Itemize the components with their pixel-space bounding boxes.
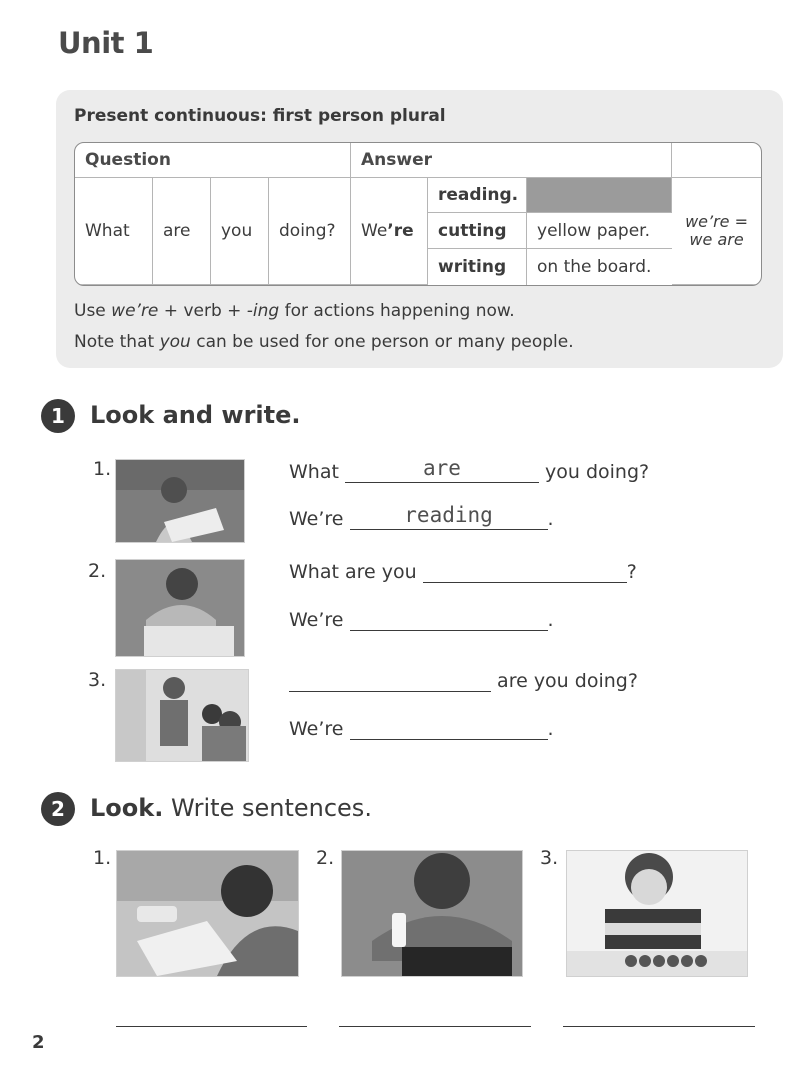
photo-boy-clay-image: [567, 851, 747, 976]
question-word: What: [75, 178, 153, 285]
item-1-question: [289, 458, 649, 483]
photo-boy-gluing: [341, 850, 523, 977]
exercise-2-title-bold: Look.: [90, 794, 164, 822]
verb-cell: cutting: [428, 213, 527, 249]
answer-text: .: [547, 508, 554, 530]
item-1-answer: [289, 505, 554, 530]
note-text: Note that: [74, 332, 160, 352]
handwritten-answer: reading: [404, 503, 493, 527]
note-text: can be used for one person or many people.: [190, 332, 574, 352]
photo-boy-drawing: [115, 559, 245, 657]
usage-text: + verb +: [158, 301, 247, 321]
sentence-answer-line[interactable]: [116, 1026, 307, 1027]
photo-teacher-class-image: [116, 670, 248, 761]
exercise-1-title: [90, 401, 301, 429]
answer-blank[interactable]: [350, 606, 548, 631]
answer-text: .: [547, 718, 554, 740]
contraction-note-line2: we are: [689, 230, 744, 249]
photo-boy-clay: [566, 850, 748, 977]
answer-blank[interactable]: [345, 458, 539, 483]
exercise-1-title-text: Look and write.: [90, 401, 301, 429]
contraction-note: [672, 178, 761, 285]
answer-text: .: [547, 609, 554, 631]
item-2-answer: [289, 606, 554, 631]
item-number: 3.: [88, 669, 107, 691]
item-number: 1.: [93, 847, 112, 869]
sentence-answer-line[interactable]: [563, 1026, 755, 1027]
photo-boy-gluing-image: [342, 851, 522, 976]
answer-blank[interactable]: [423, 558, 627, 583]
answer-blank[interactable]: [350, 715, 548, 740]
header-empty: [672, 143, 761, 178]
answer-we: We: [361, 221, 388, 241]
answer-text: We’re: [289, 508, 344, 530]
verb-cell: writing: [428, 249, 527, 285]
item-number: 2.: [88, 560, 107, 582]
exercise-2-badge: 2: [41, 792, 75, 826]
question-text: What: [289, 461, 339, 483]
exercise-1-badge: 1: [41, 399, 75, 433]
item-number: 1.: [93, 458, 112, 480]
answer-blank[interactable]: [350, 505, 548, 530]
question-text: ?: [626, 561, 637, 583]
photo-girl-cutting-image: [117, 851, 298, 976]
grammar-title: Present continuous: first person plural: [74, 106, 446, 126]
item-3-question: [289, 667, 638, 692]
question-word: you: [211, 178, 269, 285]
question-header: Question: [75, 143, 351, 178]
exercise-2-title: [90, 794, 372, 822]
photo-girl-reading: [115, 459, 245, 543]
handwritten-answer: are: [423, 456, 461, 480]
item-number: 3.: [540, 847, 559, 869]
answer-text: We’re: [289, 609, 344, 631]
object-cell: on the board.: [537, 257, 652, 277]
page-number: 2: [32, 1032, 45, 1053]
photo-boy-drawing-image: [116, 560, 244, 656]
item-3-answer: [289, 715, 554, 740]
usage-text-italic: we’re: [111, 301, 159, 321]
question-text: What are you: [289, 561, 417, 583]
verb-cell: reading.: [428, 178, 527, 213]
answer-re: ’re: [387, 221, 414, 241]
question-text: you doing?: [545, 461, 650, 483]
usage-text: for actions happening now.: [279, 301, 515, 321]
answer-text: We’re: [289, 718, 344, 740]
usage-text: Use: [74, 301, 112, 321]
usage-text-italic: -ing: [246, 301, 280, 321]
note-text-italic: you: [159, 332, 191, 352]
contraction-note-line1: we’re =: [685, 212, 749, 231]
object-cell-empty: [527, 178, 672, 213]
question-word: are: [153, 178, 211, 285]
question-text: are you doing?: [497, 670, 638, 692]
usage-note: [74, 301, 515, 321]
question-word: doing?: [269, 178, 351, 285]
item-number: 2.: [316, 847, 335, 869]
photo-girl-reading-image: [116, 460, 244, 542]
item-2-question: [289, 558, 637, 583]
answer-were: [351, 178, 428, 285]
exercise-2-title-rest: Write sentences.: [163, 794, 372, 822]
unit-title: Unit 1: [58, 26, 154, 60]
photo-teacher-class: [115, 669, 249, 762]
sentence-answer-line[interactable]: [339, 1026, 531, 1027]
you-note: [74, 332, 574, 352]
answer-blank[interactable]: [289, 667, 491, 692]
photo-girl-cutting: [116, 850, 299, 977]
object-cell: yellow paper.: [527, 213, 672, 249]
grammar-table: [74, 142, 762, 286]
answer-header: Answer: [351, 143, 672, 178]
